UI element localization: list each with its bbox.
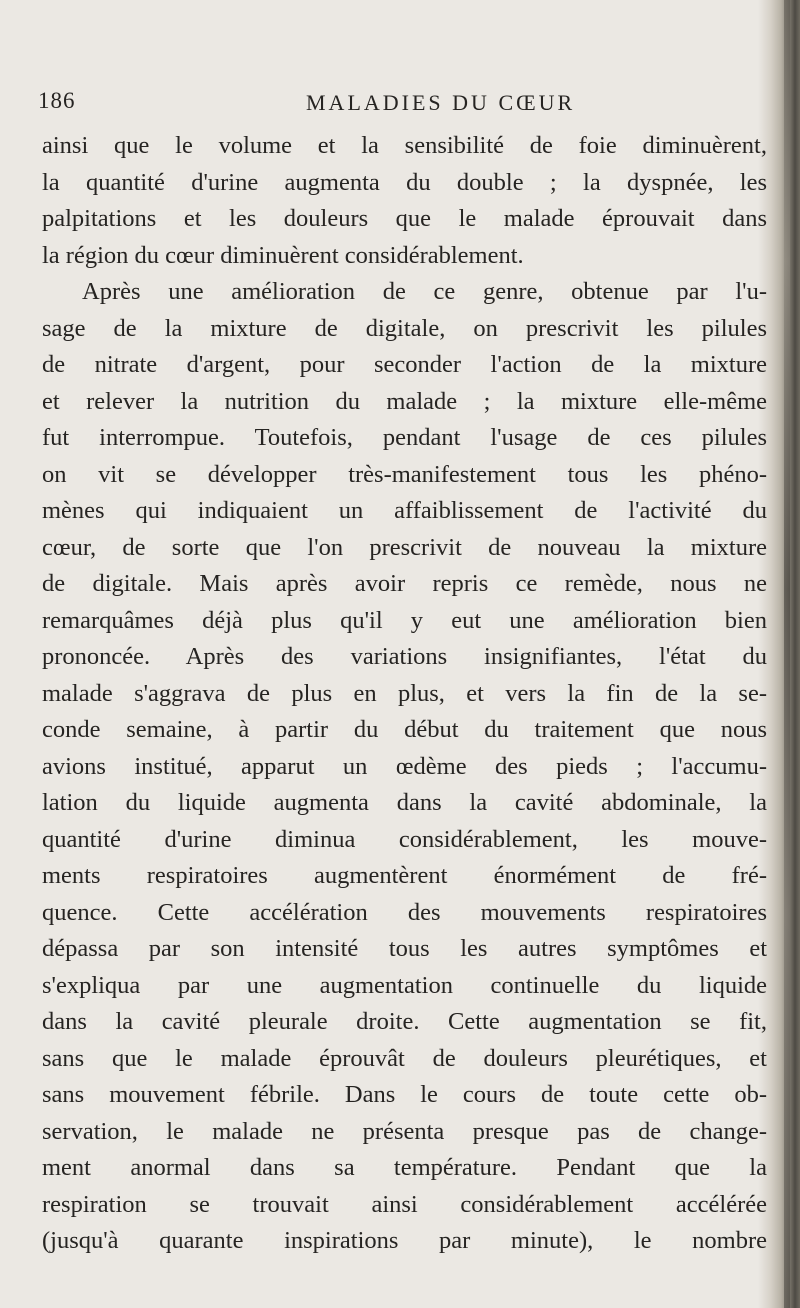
text-line: dépassa par son intensité tous les autres symptômes et xyxy=(42,935,767,962)
text-line: dans la cavité pleurale droite. Cette augmentation se fit, xyxy=(42,1008,767,1035)
text-line: fut interrompue. Toutefois, pendant l'usage de ces pilules xyxy=(42,424,767,451)
text-line: la quantité d'urine augmenta du double ; la dyspnée, les xyxy=(42,168,767,196)
book-binding-edge xyxy=(784,0,790,1308)
text-line: ment anormal dans sa température. Pendant que la xyxy=(42,1154,767,1181)
text-line: cœur, de sorte que l'on prescrivit de nouveau la mixture xyxy=(42,533,767,561)
text-line: on vit se développer très-manifestement tous les phéno- xyxy=(42,460,767,488)
text-line: de digitale. Mais après avoir repris ce remède, nous ne xyxy=(42,570,767,597)
text-line: et relever la nutrition du malade ; la mixture elle-même xyxy=(42,387,767,415)
text-line: lation du liquide augmenta dans la cavité abdominale, la xyxy=(42,789,767,816)
text-line: avions institué, apparut un œdème des pieds ; l'accumu- xyxy=(42,752,767,780)
text-line: de nitrate d'argent, pour seconder l'action de la mixture xyxy=(42,351,767,378)
text-line: respiration se trouvait ainsi considérablement accélérée xyxy=(42,1190,767,1218)
text-line: la région du cœur diminuèrent considérablement. xyxy=(42,241,524,269)
text-line: (jusqu'à quarante inspirations par minute), le nombre xyxy=(42,1227,767,1254)
text-line: s'expliqua par une augmentation continuelle du liquide xyxy=(42,971,767,999)
text-line: servation, le malade ne présenta presque pas de change- xyxy=(42,1117,767,1145)
text-line: quence. Cette accélération des mouvements respiratoires xyxy=(42,898,767,926)
page-header xyxy=(0,88,760,122)
text-line: malade s'aggrava de plus en plus, et vers la fin de la se- xyxy=(42,679,767,707)
page-number: 186 xyxy=(38,88,76,113)
text-line: Après une amélioration de ce genre, obtenue par l'u- xyxy=(82,278,767,305)
text-line: conde semaine, à partir du début du traitement que nous xyxy=(42,716,767,743)
text-line: sage de la mixture de digitale, on prescrivit les pilules xyxy=(42,314,767,342)
text-line: prononcée. Après des variations insignifiantes, l'état du xyxy=(42,643,767,670)
text-line: ainsi que le volume et la sensibilité de foie diminuèrent, xyxy=(42,132,767,159)
text-line: ments respiratoires augmentèrent énormément de fré- xyxy=(42,862,767,889)
body-text xyxy=(42,128,767,1260)
text-line: quantité d'urine diminua considérablement, les mouve- xyxy=(42,825,767,853)
text-line: sans mouvement fébrile. Dans le cours de toute cette ob- xyxy=(42,1081,767,1108)
text-line: remarquâmes déjà plus qu'il y eut une amélioration bien xyxy=(42,606,767,634)
running-title: MALADIES DU CŒUR xyxy=(306,90,576,115)
text-line: palpitations et les douleurs que le malade éprouvait dans xyxy=(42,205,767,232)
text-line: sans que le malade éprouvât de douleurs pleurétiques, et xyxy=(42,1044,767,1072)
text-line: mènes qui indiquaient un affaiblissement de l'activité du xyxy=(42,497,767,524)
